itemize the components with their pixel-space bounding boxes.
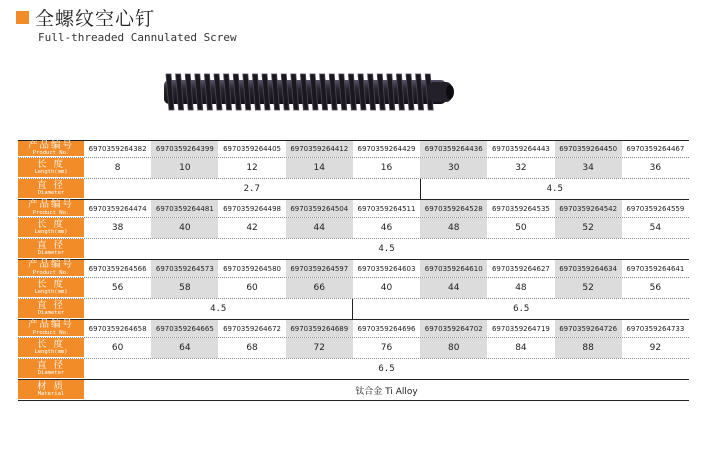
diameter-value: 6.5 xyxy=(378,364,395,374)
length-row xyxy=(18,338,689,359)
length-value: 66 xyxy=(286,278,353,298)
product-number: 6970359264450 xyxy=(555,141,622,157)
row-header-en: Diameter xyxy=(37,190,65,196)
product-number: 6970359264733 xyxy=(626,324,685,333)
product-number: 6970359264412 xyxy=(286,141,353,157)
product-number: 6970359264405 xyxy=(223,145,281,153)
product-number: 6970359264481 xyxy=(151,200,218,217)
length-value: 76 xyxy=(380,343,393,353)
length-value: 36 xyxy=(649,163,662,173)
row-header-cn: 产品编号 xyxy=(27,319,74,330)
screw-thread xyxy=(291,74,299,110)
row-header-en: Length(mm) xyxy=(34,289,68,295)
product-number: 6970359264436 xyxy=(420,141,487,157)
product-row xyxy=(18,320,689,338)
product-number: 6970359264719 xyxy=(491,324,550,333)
row-header-en: Length(mm) xyxy=(34,169,68,175)
product-number: 6970359264597 xyxy=(286,260,353,277)
material-value: 钛合金 Ti Alloy xyxy=(355,386,418,397)
length-row xyxy=(18,278,689,299)
row-header-cn: 直 径 xyxy=(36,299,66,311)
product-number: 6970359264689 xyxy=(286,320,353,337)
length-value: 44 xyxy=(286,218,353,238)
product-number: 6970359264511 xyxy=(357,204,416,213)
page-subtitle: Full-threaded Cannulated Screw xyxy=(38,31,237,44)
row-header-en: Product No. xyxy=(32,329,70,336)
title-row xyxy=(16,4,155,31)
length-value: 60 xyxy=(246,283,258,293)
row-header-en: Length(mm) xyxy=(34,229,68,235)
screw-thread xyxy=(416,74,424,110)
screw-thread xyxy=(320,74,328,110)
length-value: 40 xyxy=(151,218,218,238)
length-value: 30 xyxy=(420,158,487,178)
screw-thread xyxy=(252,74,260,110)
screw-thread xyxy=(300,74,308,110)
row-header-cn: 直 径 xyxy=(36,359,66,371)
length-value: 58 xyxy=(151,278,218,298)
row-header-length xyxy=(18,338,84,358)
screw-thread xyxy=(185,74,193,110)
length-value: 80 xyxy=(420,338,487,358)
row-header-en: Material xyxy=(37,391,65,397)
length-value: 84 xyxy=(515,343,527,353)
product-number: 6970359264702 xyxy=(420,320,487,337)
length-value: 68 xyxy=(246,343,258,353)
product-number: 6970359264566 xyxy=(88,264,147,273)
product-number: 6970359264443 xyxy=(491,145,550,153)
row-header-cn: 直 径 xyxy=(36,239,66,251)
length-value: 32 xyxy=(515,163,527,173)
row-header-length xyxy=(18,218,84,238)
product-number: 6970359264672 xyxy=(223,324,281,333)
screw-thread xyxy=(358,74,366,110)
row-header-product xyxy=(18,320,84,337)
row-header-cn: 直 径 xyxy=(36,179,66,191)
product-number: 6970359264528 xyxy=(420,200,487,217)
length-value: 56 xyxy=(111,283,124,293)
length-value: 54 xyxy=(649,223,662,233)
row-header-cn: 产品编号 xyxy=(27,199,74,210)
length-value: 52 xyxy=(555,278,622,298)
row-header-material xyxy=(18,380,84,400)
length-row xyxy=(18,218,689,239)
diameter-value: 2.7 xyxy=(84,179,421,199)
screw-image xyxy=(158,62,458,122)
screw-thread xyxy=(204,74,212,110)
length-row xyxy=(18,158,689,179)
screw-thread xyxy=(406,74,414,110)
length-value: 60 xyxy=(111,343,124,353)
row-header-en: Diameter xyxy=(37,370,65,376)
row-header-en: Diameter xyxy=(37,310,65,316)
length-value: 48 xyxy=(420,218,487,238)
product-number: 6970359264559 xyxy=(626,204,685,213)
diameter-row xyxy=(18,179,689,200)
product-number: 6970359264665 xyxy=(151,320,218,337)
diameter-value: 4.5 xyxy=(546,184,563,194)
row-header-product xyxy=(18,141,84,157)
length-value: 46 xyxy=(380,223,393,233)
length-value: 92 xyxy=(649,343,662,353)
row-header-cn: 产品编号 xyxy=(27,259,74,270)
row-header-cn: 材 质 xyxy=(36,380,66,392)
length-value: 8 xyxy=(114,163,121,173)
screw-thread xyxy=(262,74,270,110)
row-header-diameter xyxy=(18,299,84,319)
row-header-cn: 长 度 xyxy=(36,278,66,290)
row-header-cn: 产品编号 xyxy=(27,139,74,151)
diameter-value: 4.5 xyxy=(378,244,395,254)
screw-thread xyxy=(368,74,376,110)
length-value: 64 xyxy=(151,338,218,358)
product-number: 6970359264573 xyxy=(151,260,218,277)
product-number: 6970359264399 xyxy=(151,141,218,157)
length-value: 88 xyxy=(555,338,622,358)
screw-thread xyxy=(377,74,385,110)
product-number: 6970359264504 xyxy=(286,200,353,217)
product-number: 6970359264658 xyxy=(88,324,147,333)
length-value: 42 xyxy=(246,223,258,233)
length-value: 56 xyxy=(649,283,662,293)
length-value: 50 xyxy=(515,223,527,233)
product-number: 6970359264696 xyxy=(357,324,416,333)
diameter-row xyxy=(18,299,689,320)
length-value: 34 xyxy=(555,158,622,178)
product-number: 6970359264467 xyxy=(626,145,685,153)
product-number: 6970359264641 xyxy=(626,264,685,273)
row-header-cn: 长 度 xyxy=(36,338,66,350)
row-header-product xyxy=(18,260,84,277)
row-header-en: Length(mm) xyxy=(34,349,68,355)
length-value: 44 xyxy=(420,278,487,298)
product-number: 6970359264610 xyxy=(420,260,487,277)
row-header-cn: 长 度 xyxy=(36,218,66,230)
page-title: 全螺纹空心钉 xyxy=(35,8,156,30)
row-header-length xyxy=(18,158,84,178)
product-number: 6970359264382 xyxy=(88,145,147,153)
row-header-en: Diameter xyxy=(37,250,65,256)
screw-thread xyxy=(195,74,203,110)
row-header-en: Product No. xyxy=(32,269,70,276)
title-marker-icon xyxy=(16,11,29,24)
screw-thread xyxy=(387,74,395,110)
row-header-product xyxy=(18,200,84,217)
product-number: 6970359264603 xyxy=(357,264,416,273)
length-value: 12 xyxy=(246,163,258,173)
diameter-value: 6.5 xyxy=(513,304,530,314)
screw-thread xyxy=(214,74,222,110)
product-number: 6970359264726 xyxy=(555,320,622,337)
product-number: 6970359264542 xyxy=(555,200,622,217)
diameter-row xyxy=(18,359,689,380)
diameter-row xyxy=(18,239,689,260)
screw-thread xyxy=(176,74,184,110)
screw-thread xyxy=(310,74,318,110)
screw-thread xyxy=(396,74,404,110)
screw-thread xyxy=(329,74,337,110)
screw-thread xyxy=(272,74,280,110)
row-header-length xyxy=(18,278,84,298)
screw-thread xyxy=(339,74,347,110)
diameter-value: 4.5 xyxy=(84,299,353,319)
length-value: 52 xyxy=(555,218,622,238)
row-header-cn: 长 度 xyxy=(36,158,66,170)
material-row xyxy=(18,380,689,401)
screw-thread xyxy=(281,74,289,110)
length-value: 10 xyxy=(151,158,218,178)
screw-thread xyxy=(224,74,232,110)
row-header-en: Product No. xyxy=(32,150,70,156)
screw-thread xyxy=(243,74,251,110)
product-row xyxy=(18,260,689,278)
row-header-diameter xyxy=(18,359,84,379)
product-number: 6970359264498 xyxy=(223,204,281,213)
length-value: 48 xyxy=(515,283,527,293)
length-value: 72 xyxy=(286,338,353,358)
spec-table xyxy=(18,140,689,401)
product-number: 6970359264429 xyxy=(357,145,416,153)
product-number: 6970359264580 xyxy=(223,264,281,273)
product-row xyxy=(18,140,689,158)
screw-thread xyxy=(166,74,174,110)
product-row xyxy=(18,200,689,218)
screw-thread xyxy=(233,74,241,110)
product-number: 6970359264474 xyxy=(88,204,147,213)
product-number: 6970359264634 xyxy=(555,260,622,277)
product-number: 6970359264627 xyxy=(491,264,550,273)
length-value: 16 xyxy=(380,163,393,173)
screw-thread xyxy=(348,74,356,110)
product-number: 6970359264535 xyxy=(491,204,550,213)
row-header-diameter xyxy=(18,179,84,199)
row-header-en: Product No. xyxy=(32,209,70,216)
row-header-diameter xyxy=(18,239,84,259)
length-value: 40 xyxy=(380,283,393,293)
length-value: 38 xyxy=(111,223,124,233)
length-value: 14 xyxy=(286,158,353,178)
